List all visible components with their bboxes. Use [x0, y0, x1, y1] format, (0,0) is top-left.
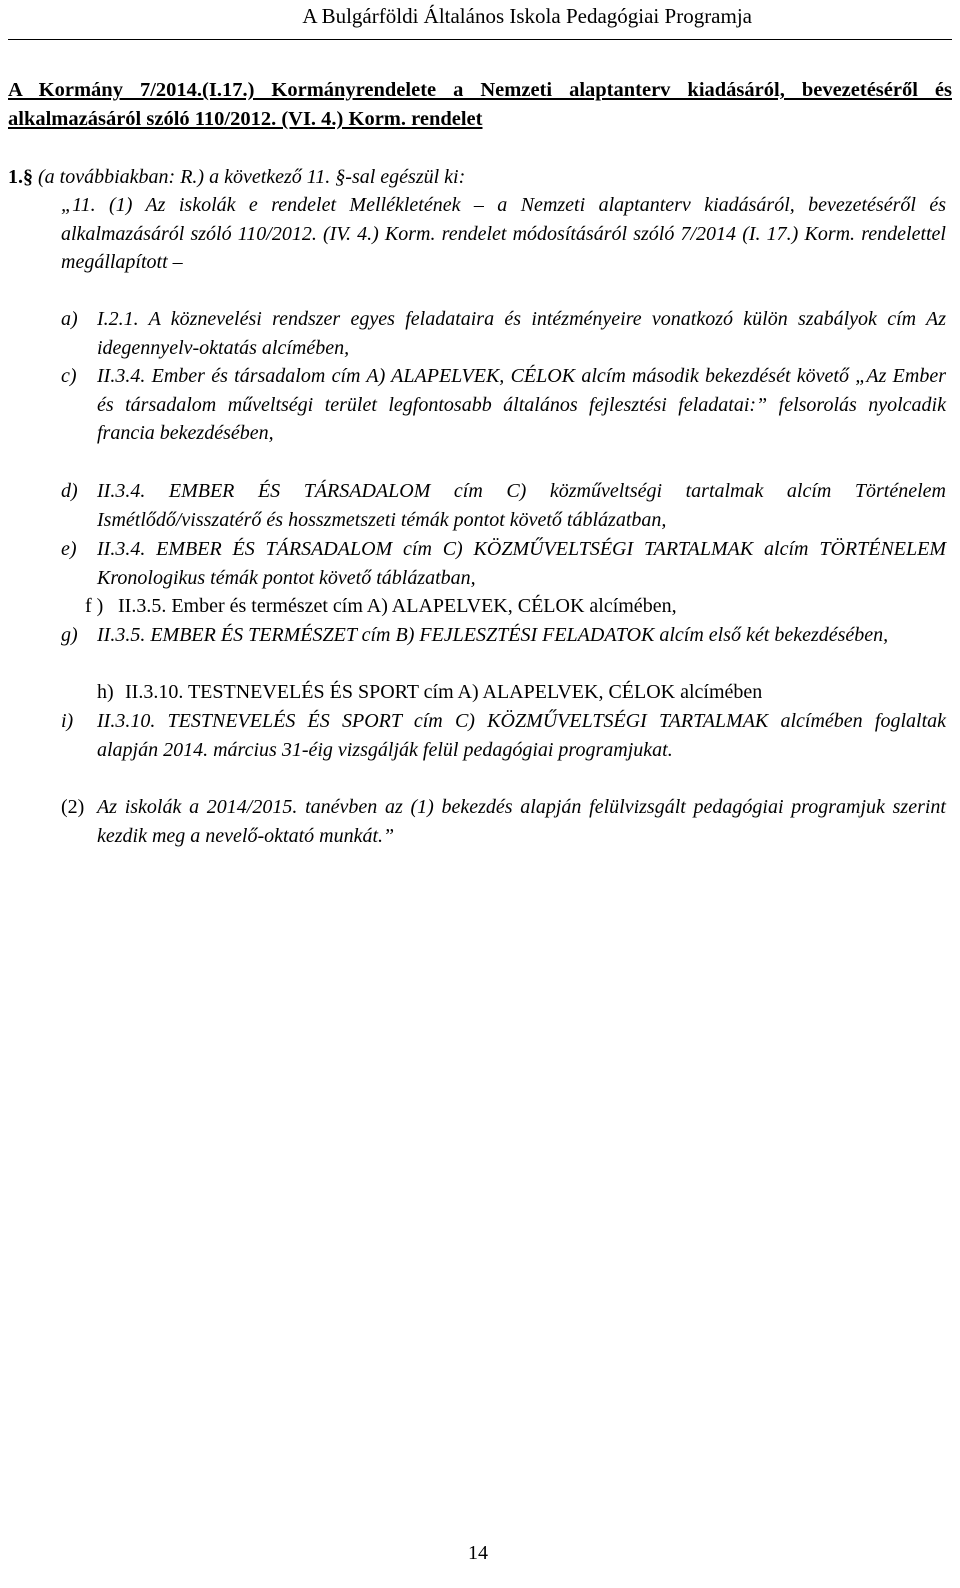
- item-label-g: g): [61, 624, 78, 646]
- item-label-i: i): [61, 710, 74, 732]
- paragraph-1: „11. (1) Az iskolák e rendelet Mellékletének – a Nemzeti alaptanterv kiadásáról, bevezetéséről és alkalmazásáról szóló 110/2012. (IV. 4.) Korm. rendelet módosításáról szóló 7/2014 (I. 17.) Korm. rendelettel megállapított –: [61, 194, 946, 274]
- item-label-d: d): [61, 480, 78, 502]
- item-label-a: a): [61, 308, 78, 330]
- section-intro: [8, 163, 465, 191]
- page-header: [0, 0, 960, 44]
- item-text-c: II.3.4. Ember és társadalom cím A) ALAPELVEK, CÉLOK alcím második bekezdését követő „Az Ember és társadalom műveltségi terület legfontosabb általános fejlesztési feladatai:” felsorolás nyolcadik francia bekezdésében,: [97, 365, 946, 445]
- item-label-e: e): [61, 538, 77, 560]
- section-number: 1.: [8, 166, 23, 188]
- item-text-a: I.2.1. A köznevelési rendszer egyes feladataira és intézményeire vonatkozó külön szabályok cím Az idegennyelv-oktatás alcímében,: [97, 308, 946, 359]
- header-title: A Bulgárföldi Általános Iskola Pedagógiai Programja: [302, 4, 752, 28]
- paragraph-2-label: (2): [61, 796, 85, 818]
- item-label-f: f ): [85, 595, 104, 617]
- item-label-c: c): [61, 365, 77, 387]
- section-symbol: §: [23, 166, 33, 188]
- item-text-d: II.3.4. EMBER ÉS TÁRSADALOM cím C) közműveltségi tartalmak alcím Történelem Ismétlődő/visszatérő és hosszmetszeti témák pontot követő táblázatban,: [97, 480, 946, 531]
- document-heading: A Kormány 7/2014.(I.17.) Kormányrendelete a Nemzeti alaptanterv kiadásáról, bevezetéséről és alkalmazásáról szóló 110/2012. (VI. 4.) Korm. rendelet: [8, 79, 952, 130]
- page-number: 14: [468, 1542, 488, 1564]
- item-label-h: h): [97, 681, 114, 703]
- item-text-g: II.3.5. EMBER ÉS TERMÉSZET cím B) FEJLESZTÉSI FELADATOK alcím első két bekezdésében,: [97, 624, 889, 646]
- section-text: (a továbbiakban: R.) a következő 11. §-sal egészül ki:: [38, 166, 466, 188]
- item-text-f: II.3.5. Ember és természet cím A) ALAPELVEK, CÉLOK alcímében,: [118, 595, 677, 617]
- item-text-e: II.3.4. EMBER ÉS TÁRSADALOM cím C) KÖZMŰVELTSÉGI TARTALMAK alcím TÖRTÉNELEM Kronologikus témák pontot követő táblázatban,: [97, 538, 946, 589]
- paragraph-2-text: Az iskolák a 2014/2015. tanévben az (1) bekezdés alapján felülvizsgált pedagógiai programjuk szerint kezdik meg a nevelő-oktató munkát.”: [97, 796, 946, 847]
- item-text-i: II.3.10. TESTNEVELÉS ÉS SPORT cím C) KÖZMŰVELTSÉGI TARTALMAK alcímében foglaltak alapján 2014. március 31-éig vizsgálják felül pedagógiai programjukat.: [97, 710, 946, 761]
- item-text-h: II.3.10. TESTNEVELÉS ÉS SPORT cím A) ALAPELVEK, CÉLOK alcímében: [125, 681, 763, 703]
- header-divider: [8, 39, 952, 40]
